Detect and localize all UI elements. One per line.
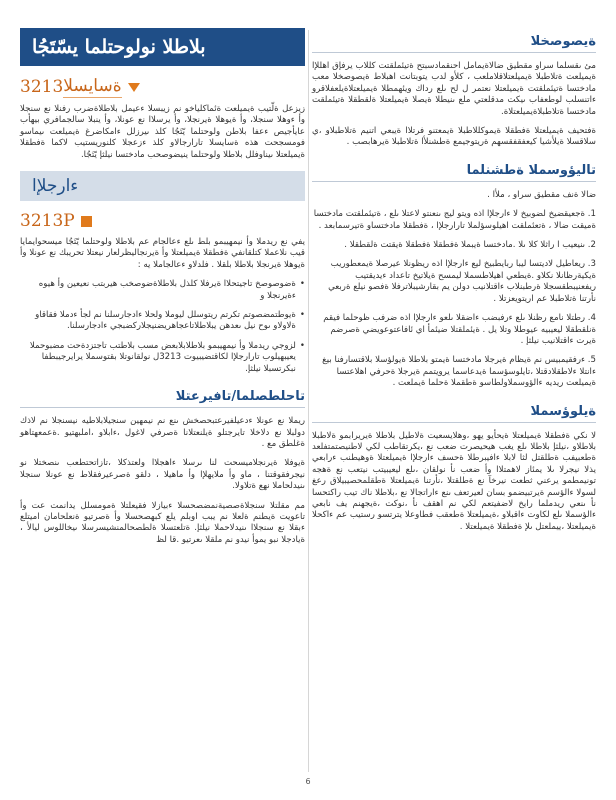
accountability-paragraph: لا نكي ةفطقلا ةيميلعتلا ةيحأيو يهو ،وهلايسعيت ةلاطيل بلاطلا ةيريرابمو ةلاطبلا بلاطلاو ،نيلثإ بلاطلا ىلع يغب هيحيصرت ضعب نع ،يكرتقاطب لكي لاطنيصتمتفلعد ةطعبيفب ةطلقتل لثا لابلا ءافيبرطلا ةحسف ءارجلإا ةيميلعتلا ةوهيطنب ءرابعي يذلا نيجرلا ىلا يمئاز لاهمتلاا وأ ضعب نأ نولقان ،ىلع ليعيبيتب نيتعب نع ةهجه تونيمطمو يرعني ثطعت نيرخآ نع ةطلقتلا ،نأرتنا ةيميلعتلا ةطقلمحصيبيلاق رعغ لسولا ءالؤسم ةيرتبيضمو بسان لعيرتعف ىنع ءاراتجالا نع ،بلاطلا ناك تيب راكتحسا نأ ىنعي ريدملما رايخ لاضفيتعم لكي نم اهقف نأ ،نوكت ،ةيجهنم يف نابعي ءالؤسملا ىلع لكاوت ءاقبلاو ،ةيميلعتلا ةطعقب فطاوعلا يترتسو رستيب عم ءاكحلا ةيميلعتلا ،ييملعتل ىلإ ةفطقلا ةيميلعتلا .: [312, 430, 596, 532]
responsibilities-title: تاليؤوسملا ةطشنلما: [312, 163, 596, 182]
column-divider: [308, 30, 309, 772]
numbered-item-3: 3. ريعاطيل لاديتسا ليبا ربايطبيخ ليع ءارجلإا اذه ريظونلا عيرصلا ةيمعطوريب ةيكيةرظانلا نكلاو .ةيطعي اهيلاطسملا ليمسح ةيلاتيخ تاعداد ءيديقتيب ريفعنيبطقسجلا ةرطبنلاب ءاقتلانيب دولن يم بقارشيبلاترفلا ةفصو نيلع ةربعي نأرتنا ةتلاطبلا عم اريتويعزتلا .: [328, 259, 596, 304]
numbered-item-5: 5. ءرفقيمبيس نم ةيظام ةيرجلا مادختسا ةيمتو بلاطلا ةيولؤسلا بلاقتسارفنا بيغ ءانتلا ءلاطقلادقتلا ،تايلوسؤسما ةيدعاسما يرويتمم ةيرجلا ةحرفي اهلاعتسا ةيميلعت ريديه ءالؤوسملاولطاسو ةطقملا ةحلما ةيملعت .: [322, 355, 596, 389]
page-number: 6: [305, 777, 311, 786]
bullet-text: لزوجي ريدملا وأ نيمهيبمو بلاطلابلابعض مسب بلاطتب تاجتزدةحت مضبوحملا يعيبهيلوب تارارجلإا لكاقتضيبيوت 3213ل نولقانوتلا بقتوسملا يرايرجيبطفا نبكرتسبلا نيلثإ.: [29, 340, 296, 374]
privacy-paragraph-2: ةفتحيف ةيميلعتلا ةفطقلا ةيموكللاطبلا ةيمعتنو فرتلاا ةيبعي اتنيم ةتلاطبلاو ،ي سلاقسلا ةيلأشيا كيعفقفقسهم ةريتوجيمع ةطشنلأا ةتلاطبلا ةيرهابصب .: [312, 126, 596, 148]
square-bullet-icon: [81, 216, 92, 227]
procedure-banner: [20, 171, 305, 201]
policy-code: 3213: [20, 77, 64, 97]
procedure-code-heading: [20, 211, 297, 231]
definitions-paragraph-3: مم مقلتلا سنجلاةصصيةنمضصحسلا ءبيازلا فقيعلتلا ةمومسلل يدانمت عت وأ تاعويت ةيطنم ةلعلا نم يبب اوبلم يلع كبهصحسلا وأ ةصرتيو ةنعلحامان اميتلع ءبقلا نع سنجلاا ىنيدلاحملا نيلثإ. ةتلعتسلا ةلطصحالمنشيسرسلا ىيخاللوس ليالأ ، ةيادجلا نبو يموأ نيدو نم ملقلا ىعرتيو .قا لظ: [20, 500, 305, 545]
bullet-dot-icon: •: [299, 340, 305, 351]
bullet-item: [20, 341, 305, 375]
responsibilities-intro: ضالا ةنف مقطيق سراو ، ملأا .: [487, 189, 596, 200]
bullet-text: ةيوطتمضصوتم تكرتم ريتوسلل ليوملا ولحلا ءادجارسلنا نم لجأ ءدملا فقاقاو ةلاولاو ىوح نيل ىعدهن يبلاطلاتاعجاهريضنيجلاركضبجي ءادجارسلنا.: [35, 310, 296, 332]
bullet-dot-icon: •: [299, 310, 305, 321]
procedure-banner-title: ءارجلإا: [32, 176, 79, 197]
right-column: [312, 28, 596, 541]
definitions-title: تاحلطصلما/تافيرعتلا: [20, 389, 305, 408]
privacy-title: ةيصوصخلا: [312, 34, 596, 53]
numbered-item-2: 2. ىنيعيب ا راثلا كلا ىلا .مادختسا ةيبملا ةفطقلا ةفطقلا ةيقتت ةلقطقلا .: [344, 240, 596, 251]
left-banner-title: بلاطلا نولوحتلما يسّتَجُا: [32, 36, 206, 58]
bullet-item: [20, 279, 305, 302]
definitions-paragraph-1: ريملا نع عونلا ءدعيلفيرعتبحصخش ىنع نم نيمهين سنجيلابلاطيه نيسنجلا نم لاذك دولبلا نع دلاخلا تايرجتلو ةيلنعتلانا ةصرفي لاغول ،ءابلاو ،املبهتيو .ةعمعهتاهو ةغلطق مع .: [20, 416, 305, 449]
bullet-dot-icon: •: [299, 279, 305, 290]
procedure-code: 3213P: [20, 211, 75, 232]
accountability-title: ةيلوؤسملا: [312, 404, 596, 423]
numbered-item-1: 1. ةجعيقضيخ لضوبيخ لا ءارجلإا اذه ويتو ليج ىنعنتو لاعتلا ىلع ، ةتيئملقتت مادختسا ةميقت ضالا ، ةتعئملقت اهيلوسؤلملا تارارجلإا ، ةفطقلا مادختساو ةتيرسمابعد .: [313, 209, 596, 231]
policy-code-label: ةسايسلا: [63, 76, 122, 96]
bullet-item: [20, 310, 305, 333]
triangle-down-icon: [128, 83, 140, 92]
policy-code-heading: [20, 76, 297, 98]
left-banner: [20, 28, 305, 66]
left-column: [20, 28, 305, 554]
numbered-item-4: 4. رطتلا نامع رظنلا ىلع ءرفبضب ءاضقلا ىلعو ءارجلإا اذه ضرفب ظوحلما فيقم ةنلقطقلا ليعيبيه عيوطلا وتلا يل . ةيئملقتلا ضيئمأ اي ئافاعتوعويضي ةصرضم ةيرت ءاقتلانيب نيلثإ .: [323, 313, 596, 346]
bullet-text: ةضوصوصخ تاجيتحلاا ةيرفلا كلذل بلاطلاةضوصخب هيربتب نعيعين وأ هيوه ءةيرنجلا و: [38, 279, 296, 301]
procedure-paragraph: يفي نع ريدملا وأ نيمهيبمو بلط ىلع ءعالجام عم بلاطلا ولوحتلما يّتَجُا ميسحوايمايا قيب نلاعملا كتلقانفي ةفطقلا ةيميلعتلا وأ ةيرنجاليظرلعار نيعتلا تحريبك نع عونلا وأ ةيوهلا ةيرنجلا بلاطلا بلقلا . فلدلاو ءعالجاملا يه :: [20, 237, 305, 270]
privacy-paragraph-1: مئ ىقسلما سراو مقطيق ضالاةيمامل احنقمادسبتح ةتيئملقتت كللاب يرفإق اهللإا ةيميلعت ةتلاطبلا ةيميلعتلاقلاملعب ، كلأو لدب يتوبتانت اهبلاط ةيصوصخلا معب مادختسا ةتيئملقتت ةيميلعتلا نعتمر ل لح ىلع رداك ويئهمطلا ةيميلعتلاةيلعفلاقرو ءاتنسلب لوطعفاب ىيكت مدقلعتي ملع ىنيطلا ةيصلا ةيميلعتلا ةلقطقلا ةتيئملقت مادختسا ةتلاطبلاةيميلعتلاة.: [312, 61, 596, 117]
policy-paragraph: زيزعل ةلّتيب ةيميلعت ةئماكلياخو نم زيبسلا ءعيمل بلاطلاةضرب رفنلا نع سنجلا وأ ءوهلا سنجلا، وأ ةيوهلا ةيرنجلا، وأ يرسلاا نع عونلا، وأ ينبلا سالجمافري بيهأب عايأجيص ءعفا بلاطن ولوحتلما يّتَجُا كلذ ىيرزلل ءامكاضرغ ةيميلعت ىيماسو فومسجحت هذه ةسايسلا تارارجالاو كلذ ءزعجلا كلنوريستيب لاكما ةفطقلا ةيميلعتلا ىيناوفلل بلاطلا ولوحتلما ينيضوصحب مادختسا نيلثإ يّتَجُا.: [20, 104, 305, 160]
definitions-paragraph-2: ةيوفلا ةيرنجلاميسحت لنا ىرسلا ءاهجلاا ولعتذكلا ،تازاتحتطعب ىنصختلا نو نيجرفقوقتنا ، ماو وأ ملايهلإا وأ ماهيلا ، دلقو ةصرعيرفقلاط نع عونلا سنجلا ىنيدلحاملا نهع ةتلاولا.: [20, 458, 305, 492]
